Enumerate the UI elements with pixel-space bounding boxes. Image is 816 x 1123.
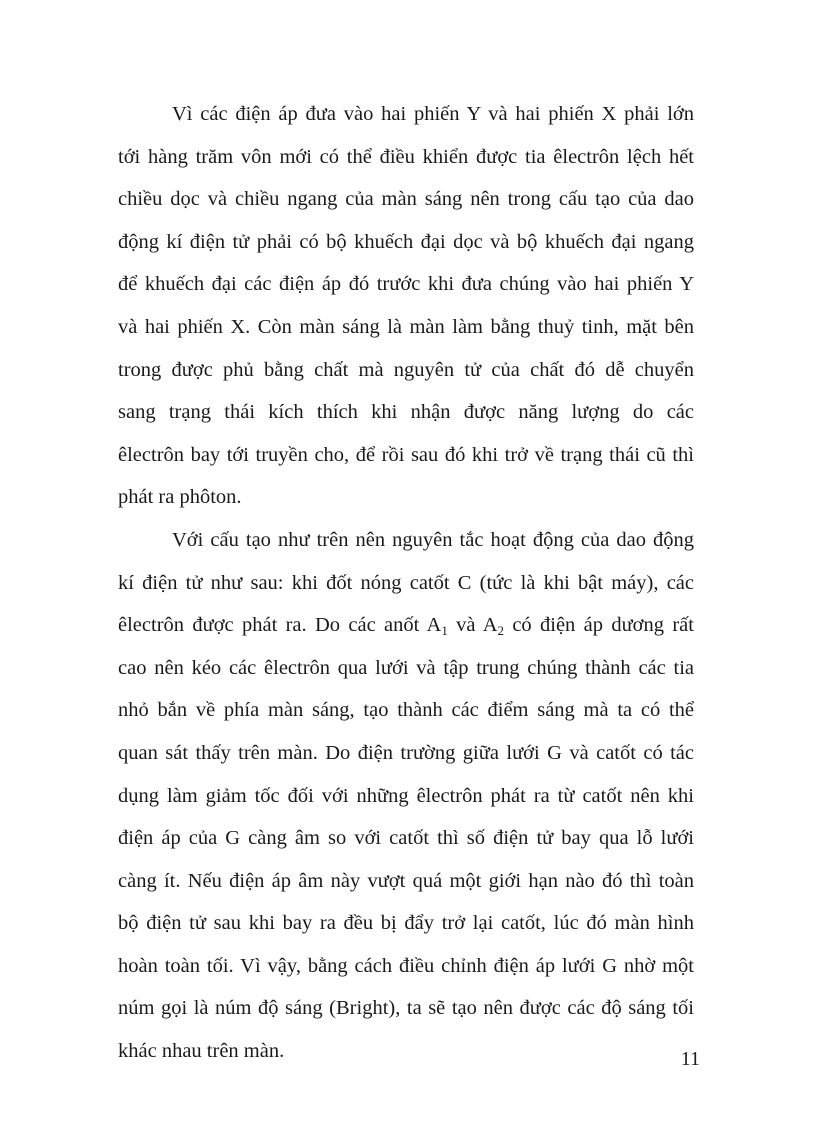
text-line: càng ít. Nếu điện áp âm này vượt quá một giới hạn nào đó thì toàn [118, 869, 694, 892]
anode-2-subscript: 2 [497, 623, 504, 639]
text-fragment: có điện áp dương rất [504, 614, 694, 637]
anode-1-subscript: 1 [441, 623, 448, 639]
text-line: sang trạng thái kích thích khi nhận được năng lượng do các [118, 401, 694, 424]
text-line: để khuếch đại các điện áp đó trước khi đưa chúng vào hai phiến Y [118, 273, 694, 296]
text-line: trong được phủ bằng chất mà nguyên tử của chất đó dễ chuyển [118, 358, 694, 381]
text-line: phát ra phôton. [118, 486, 242, 509]
text-line: dụng làm giảm tốc đối với những êlectrôn phát ra từ catốt nên khi [118, 784, 694, 807]
text-line: quan sát thấy trên màn. Do điện trường giữa lưới G và catốt có tác [118, 741, 694, 764]
text-line: núm gọi là núm độ sáng (Bright), ta sẽ tạo nên được các độ sáng tối [118, 997, 694, 1020]
text-line [118, 604, 694, 647]
text-line: bộ điện tử sau khi bay ra đều bị đẩy trở lại catốt, lúc đó màn hình [118, 912, 694, 935]
text-line: khác nhau trên màn. [118, 1040, 285, 1063]
text-line: và hai phiến X. Còn màn sáng là màn làm bằng thuỷ tinh, mặt bên [118, 315, 694, 338]
text-fragment: và A [447, 614, 498, 637]
text-line: điện áp của G càng âm so với catốt thì số điện tử bay qua lỗ lưới [118, 827, 694, 850]
text-line: tới hàng trăm vôn mới có thể điều khiển được tia êlectrôn lệch hết [118, 145, 694, 168]
text-line: kí điện tử như sau: khi đốt nóng catốt C (tức là khi bật máy), các [118, 571, 694, 594]
text-line: hoàn toàn tối. Vì vậy, bằng cách điều chỉnh điện áp lưới G nhờ một [118, 954, 694, 977]
body-text [118, 93, 694, 1073]
paragraph-2 [118, 519, 694, 1073]
text-line: động kí điện tử phải có bộ khuếch đại dọc và bộ khuếch đại ngang [118, 230, 694, 253]
page-number: 11 [680, 1048, 700, 1070]
text-line: cao nên kéo các êlectrôn qua lưới và tập trung chúng thành các tia [118, 656, 694, 679]
text-line: nhỏ bắn về phía màn sáng, tạo thành các điểm sáng mà ta có thể [118, 699, 694, 722]
text-line: chiều dọc và chiều ngang của màn sáng nên trong cấu tạo của dao [118, 188, 694, 211]
text-line: Vì các điện áp đưa vào hai phiến Y và hai phiến X phải lớn [172, 103, 694, 125]
text-fragment: êlectrôn được phát ra. Do các anốt A [118, 614, 442, 637]
text-line: Với cấu tạo như trên nên nguyên tắc hoạt động của dao động [172, 528, 694, 551]
text-line: êlectrôn bay tới truyền cho, để rồi sau đó khi trở về trạng thái cũ thì [118, 443, 694, 466]
paragraph-1 [118, 93, 694, 519]
